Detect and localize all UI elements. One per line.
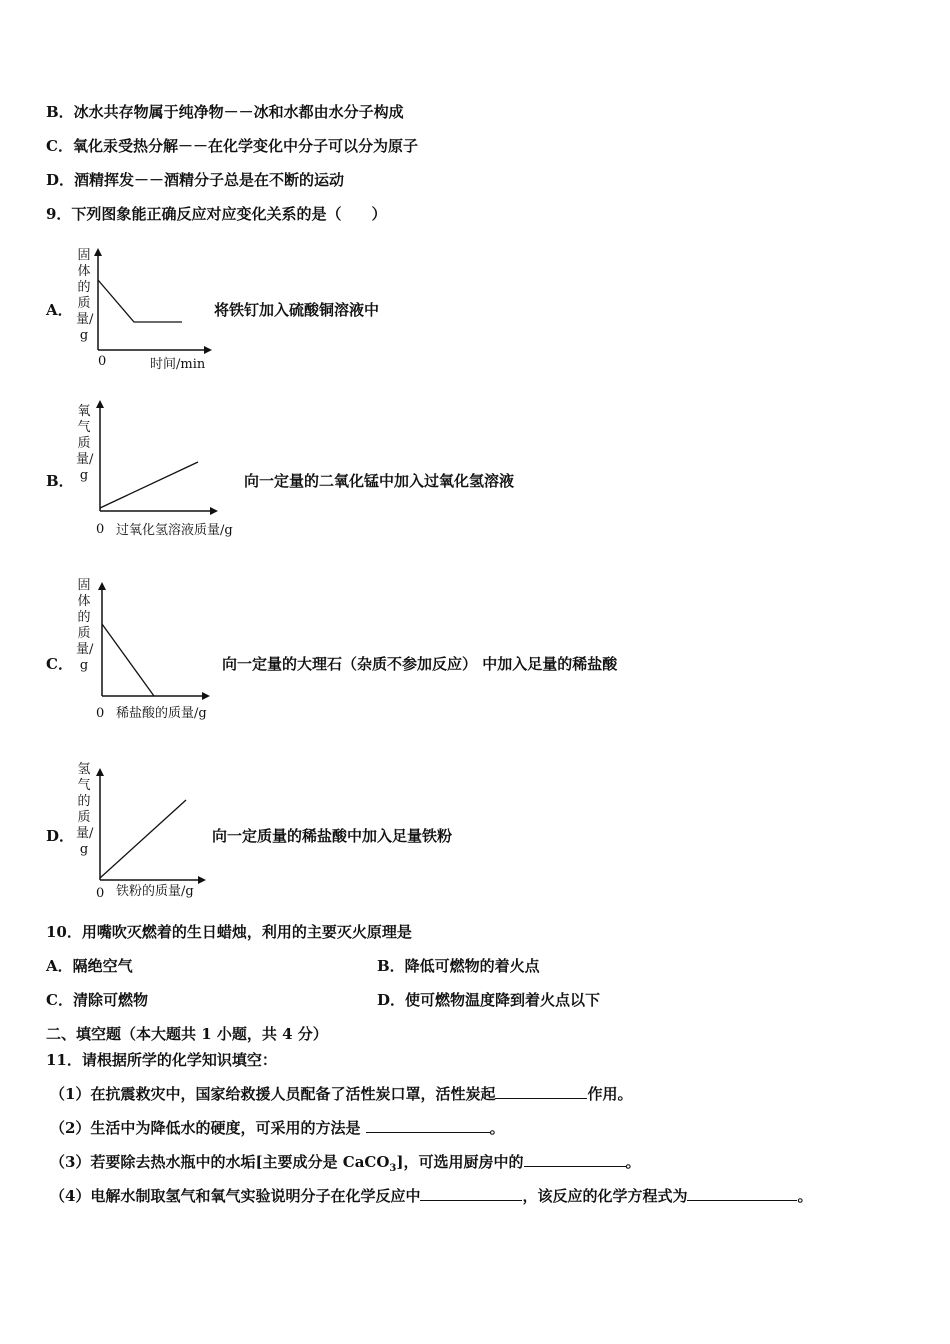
q11-item-2-blank[interactable] [366, 1116, 490, 1133]
q9-graph-d [74, 760, 224, 905]
q11-item-2-end: 。 [489, 1119, 505, 1137]
graph-c-x-arrow [202, 692, 210, 700]
q11-item-3 [50, 1150, 641, 1179]
q9-graph-c-origin: 0 [96, 706, 105, 721]
q9-option-c-desc: 向一定量的大理石（杂质不参加反应） 中加入足量的稀盐酸 [222, 655, 618, 673]
graph-a-curve [98, 280, 182, 322]
q11-item-3-subscript: 3 [389, 1163, 397, 1174]
q11-stem: 11．请根据所学的化学知识填空： [46, 1051, 277, 1069]
graph-c-y-arrow [98, 582, 106, 590]
q9-graph-b-xlabel: 过氧化氢溶液质量/g [116, 523, 233, 538]
q11-item-3-end: 。 [625, 1153, 641, 1171]
q11-item-4 [50, 1184, 812, 1206]
q9-graph-b [74, 398, 254, 543]
graph-d-y-arrow [96, 768, 104, 776]
q11-item-1-blank[interactable] [495, 1082, 587, 1099]
graph-b-curve [100, 462, 198, 508]
q11-item-4-blank-1[interactable] [420, 1184, 522, 1201]
q9-option-b-desc: 向一定量的二氧化锰中加入过氧化氢溶液 [244, 472, 515, 490]
q11-item-1-text: （1）在抗震救灾中，国家给救援人员配备了活性炭口罩，活性炭起 [50, 1085, 496, 1103]
q9-graph-d-ylabel: 氢气的质量/g [76, 762, 94, 857]
q9-option-a-desc: 将铁钉加入硫酸铜溶液中 [214, 301, 380, 319]
q9-graph-d-xlabel: 铁粉的质量/g [116, 884, 194, 899]
q9-graph-c-xlabel: 稀盐酸的质量/g [116, 706, 207, 721]
q9-graph-a [74, 244, 224, 374]
graph-d-x-arrow [198, 876, 206, 884]
q11-item-4-blank-2[interactable] [687, 1184, 797, 1201]
q8-option-d: D．酒精挥发－－酒精分子总是在不断的运动 [46, 171, 345, 189]
q9-option-b-letter: B． [46, 472, 74, 490]
q9-graph-b-origin: 0 [96, 522, 105, 537]
q11-item-3-text: （3）若要除去热水瓶中的水垢[主要成分是 CaCO [50, 1153, 390, 1171]
q10-option-d: D．使可燃物温度降到着火点以下 [377, 991, 601, 1009]
q9-graph-d-origin: 0 [96, 886, 105, 901]
q10-option-b: B．降低可燃物的着火点 [377, 957, 540, 975]
q9-graph-a-svg [74, 244, 224, 374]
graph-b-y-arrow [96, 400, 104, 408]
q10-stem: 10．用嘴吹灭燃着的生日蜡烛，利用的主要灭火原理是 [46, 923, 412, 941]
q11-item-4-text: （4）电解水制取氢气和氧气实验说明分子在化学反应中 [50, 1187, 421, 1205]
q9-graph-a-ylabel: 固体的质量/g [76, 248, 94, 343]
q9-option-d-desc: 向一定质量的稀盐酸中加入足量铁粉 [212, 827, 453, 845]
q9-option-c-letter: C． [46, 655, 73, 673]
q10-option-a: A．隔绝空气 [46, 957, 133, 975]
q8-option-c: C．氧化汞受热分解－－在化学变化中分子可以分为原子 [46, 137, 418, 155]
graph-c-curve [102, 624, 154, 696]
q9-graph-b-ylabel: 氧气质量/g [76, 404, 94, 483]
q10-option-c: C．清除可燃物 [46, 991, 148, 1009]
graph-d-curve [100, 800, 186, 878]
q9-graph-a-origin: 0 [98, 354, 107, 369]
q11-item-2 [50, 1116, 505, 1138]
q11-item-4-end: 。 [797, 1187, 813, 1205]
q9-option-a-letter: A． [46, 301, 73, 319]
q11-item-3-text-b: ]，可选用厨房中的 [396, 1153, 524, 1171]
q9-graph-a-xlabel: 时间/min [150, 357, 206, 372]
q9-graph-c-ylabel: 固体的质量/g [76, 578, 94, 673]
q11-item-1-end: 作用。 [587, 1085, 633, 1103]
q11-item-1 [50, 1082, 632, 1104]
graph-a-x-arrow [204, 346, 212, 354]
q11-item-4-mid: ，该反应的化学方程式为 [522, 1187, 688, 1205]
q9-graph-c [74, 578, 234, 728]
graph-b-x-arrow [210, 507, 218, 515]
graph-a-y-arrow [94, 248, 102, 256]
q11-item-3-blank[interactable] [524, 1150, 626, 1167]
q9-option-d-letter: D． [46, 827, 75, 845]
q9-stem: 9．下列图象能正确反应对应变化关系的是（ ） [46, 205, 387, 223]
q8-option-b: B．冰水共存物属于纯净物－－冰和水都由水分子构成 [46, 103, 404, 121]
section-2-title: 二、填空题（本大题共 1 小题，共 4 分） [46, 1025, 328, 1043]
q11-item-2-text: （2）生活中为降低水的硬度，可采用的方法是 [50, 1119, 366, 1137]
